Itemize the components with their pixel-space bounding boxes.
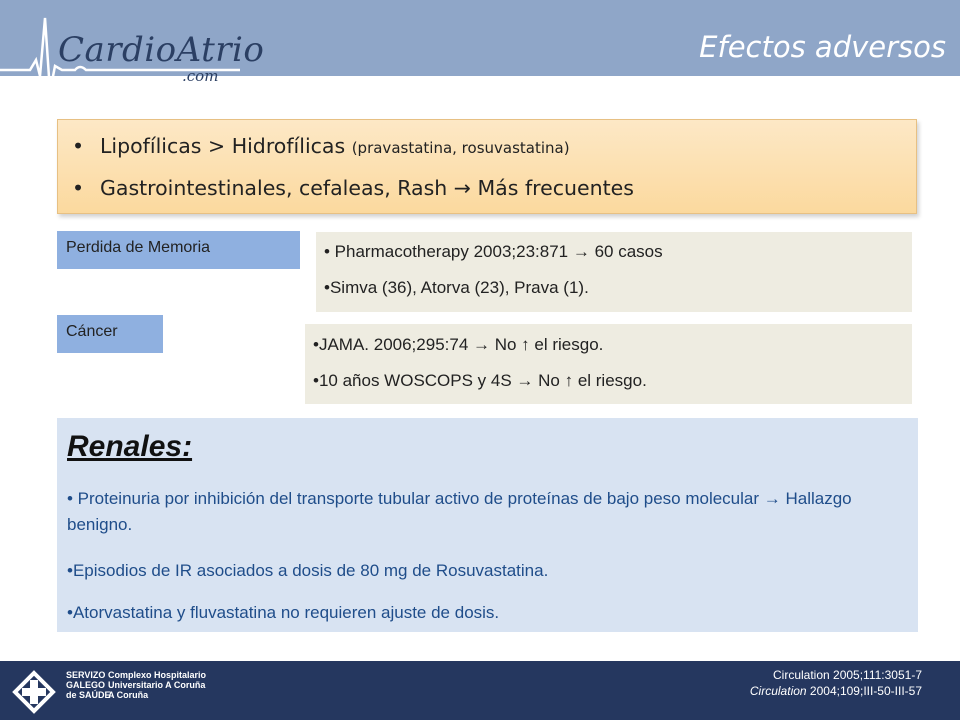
bullet-icon: • [72,134,85,158]
citation-2-rest: 2004;109;III-50-III-57 [806,684,922,698]
sergas-line: GALEGO [66,680,106,690]
memoria-label: Perdida de Memoria [57,231,300,269]
cancer-label: Cáncer [57,315,163,353]
summary-line1-main: Lipofílicas > Hidrofílicas [100,134,346,158]
hospital-line: Complexo Hospitalario [108,670,207,680]
logo-suffix: .com [182,67,219,85]
memoria-line1: • Pharmacotherapy 2003;23:871 → 60 casos [324,242,663,261]
summary-item-gastro [72,176,634,200]
sergas-line: de SAÚDE [66,690,111,700]
renales-item-episodios: •Episodios de IR asociados a dosis de 80 mg de Rosuvastatina. [67,561,549,580]
renales-item-proteinuria: • Proteinuria por inhibición del transporte tubular activo de proteínas de bajo peso molecular → Hallazgo benigno. [67,489,852,534]
sergas-logo [12,670,212,714]
citation-2-journal: Circulation [749,684,807,698]
memoria-box [316,232,912,312]
renales-title: Renales: [67,430,193,463]
renales-item-ajuste: •Atorvastatina y fluvastatina no requieren ajuste de dosis. [67,603,500,622]
cancer-line2: •10 años WOSCOPS y 4S → No ↑ el riesgo. [313,371,647,390]
hospital-line: Universitario A Coruña [108,680,206,690]
renales-box [57,418,918,632]
cardioatrio-logo [0,0,265,100]
bullet-icon: • [72,176,85,200]
cancer-line1: •JAMA. 2006;295:74 → No ↑ el riesgo. [313,335,604,354]
hospital-line: A Coruña [108,690,149,700]
cancer-box [305,324,912,404]
citation-2 [750,683,922,699]
sergas-line: SERVIZO [66,670,106,680]
summary-line2: Gastrointestinales, cefaleas, Rash → Más frecuentes [100,176,634,200]
sergas-text [66,670,111,700]
memoria-line2: •Simva (36), Atorva (23), Prava (1). [324,278,589,297]
sergas-emblem-icon [12,670,56,714]
logo-text: CardioAtrio [58,30,265,70]
summary-item-lipofilicas [72,134,570,158]
slide-title: Efectos adversos [699,30,946,64]
summary-line1-note: (pravastatina, rosuvastatina) [351,139,570,157]
citations [750,667,922,699]
hospital-text [108,670,206,700]
citation-1: Circulation 2005;111:3051-7 [773,668,922,682]
summary-box [57,119,917,214]
